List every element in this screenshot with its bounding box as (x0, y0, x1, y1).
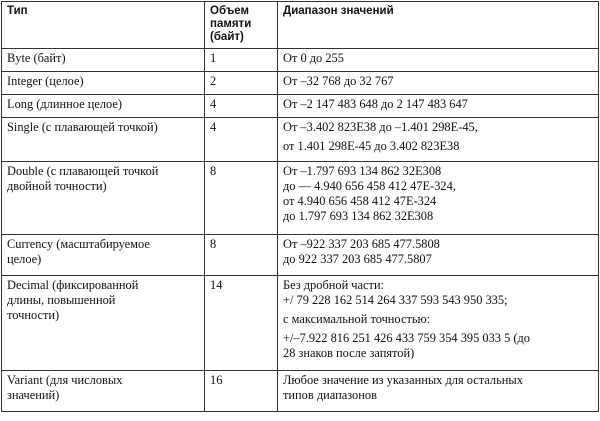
table-row (2, 72, 599, 95)
range-line: Любое значение из указанных для остальных (283, 373, 523, 387)
type-cell (2, 72, 205, 95)
table-row (2, 49, 599, 72)
type-line: Single (с плавающей точкой) (7, 120, 158, 134)
header-type: Тип (2, 2, 205, 49)
table-row (2, 118, 599, 162)
table-row (2, 162, 599, 235)
range-cell (278, 371, 599, 412)
header-range: Диапазон значений (278, 2, 599, 49)
range-line: от 1.401 298E-45 до 3.402 823E38 (283, 139, 460, 153)
range-line: От –1.797 693 134 862 32E308 (283, 164, 442, 178)
type-cell (2, 162, 205, 235)
size-cell: 4 (205, 95, 278, 118)
type-line: Long (длинное целое) (7, 97, 122, 111)
type-line: Decimal (фиксированной (7, 278, 139, 292)
type-line: Byte (байт) (7, 51, 66, 65)
range-line: до — 4.940 656 458 412 47E-324, (283, 179, 456, 193)
table-row (2, 276, 599, 371)
size-cell: 4 (205, 118, 278, 162)
header-size-line: (байт) (210, 31, 244, 43)
range-line: от 4.940 656 458 412 47E-324 (283, 194, 437, 208)
range-cell (278, 276, 599, 371)
range-cell (278, 49, 599, 72)
header-size (205, 2, 278, 49)
size-cell: 1 (205, 49, 278, 72)
header-size-line: Объем (210, 5, 250, 17)
size-cell: 8 (205, 162, 278, 235)
type-cell (2, 235, 205, 276)
table-row (2, 371, 599, 412)
table-row (2, 235, 599, 276)
table-header-row (2, 2, 599, 49)
type-line: Currency (масштабируемое (7, 237, 150, 251)
size-cell: 2 (205, 72, 278, 95)
table-row (2, 95, 599, 118)
size-cell: 8 (205, 235, 278, 276)
type-cell (2, 276, 205, 371)
range-line: От –2 147 483 648 до 2 147 483 647 (283, 97, 468, 111)
type-line: Double (с плавающей точкой (7, 164, 159, 178)
type-line: Integer (целое) (7, 74, 84, 88)
type-cell (2, 95, 205, 118)
range-line: От –32 768 до 32 767 (283, 74, 394, 88)
type-cell (2, 49, 205, 72)
range-line: с максимальной точностью: (283, 312, 431, 326)
type-cell (2, 371, 205, 412)
range-line: +/–7.922 816 251 426 433 759 354 395 033 5 (до (283, 331, 530, 345)
range-line: до 922 337 203 685 477.5807 (283, 252, 432, 266)
range-cell (278, 72, 599, 95)
type-line: двойной точности) (7, 179, 107, 193)
range-cell (278, 118, 599, 162)
size-cell: 16 (205, 371, 278, 412)
range-line: От 0 до 255 (283, 51, 344, 65)
range-cell (278, 235, 599, 276)
data-types-table (1, 1, 599, 412)
range-line: типов диапазонов (283, 388, 377, 402)
range-line: +/ 79 228 162 514 264 337 593 543 950 335; (283, 293, 508, 307)
range-cell (278, 162, 599, 235)
range-line: до 1.797 693 134 862 32E308 (283, 209, 434, 223)
header-size-line: памяти (210, 18, 252, 30)
range-line: От –3.402 823E38 до –1.401 298E-45, (283, 120, 478, 134)
range-line: От –922 337 203 685 477.5808 (283, 237, 440, 251)
type-line: Variant (для числовых (7, 373, 123, 387)
type-line: целое) (7, 252, 42, 266)
size-cell: 14 (205, 276, 278, 371)
range-line: Без дробной части: (283, 278, 385, 292)
type-cell (2, 118, 205, 162)
type-line: точности) (7, 308, 60, 322)
range-line: 28 знаков после запятой) (283, 346, 415, 360)
range-cell (278, 95, 599, 118)
type-line: длины, повышенной (7, 293, 116, 307)
type-line: значений) (7, 388, 60, 402)
